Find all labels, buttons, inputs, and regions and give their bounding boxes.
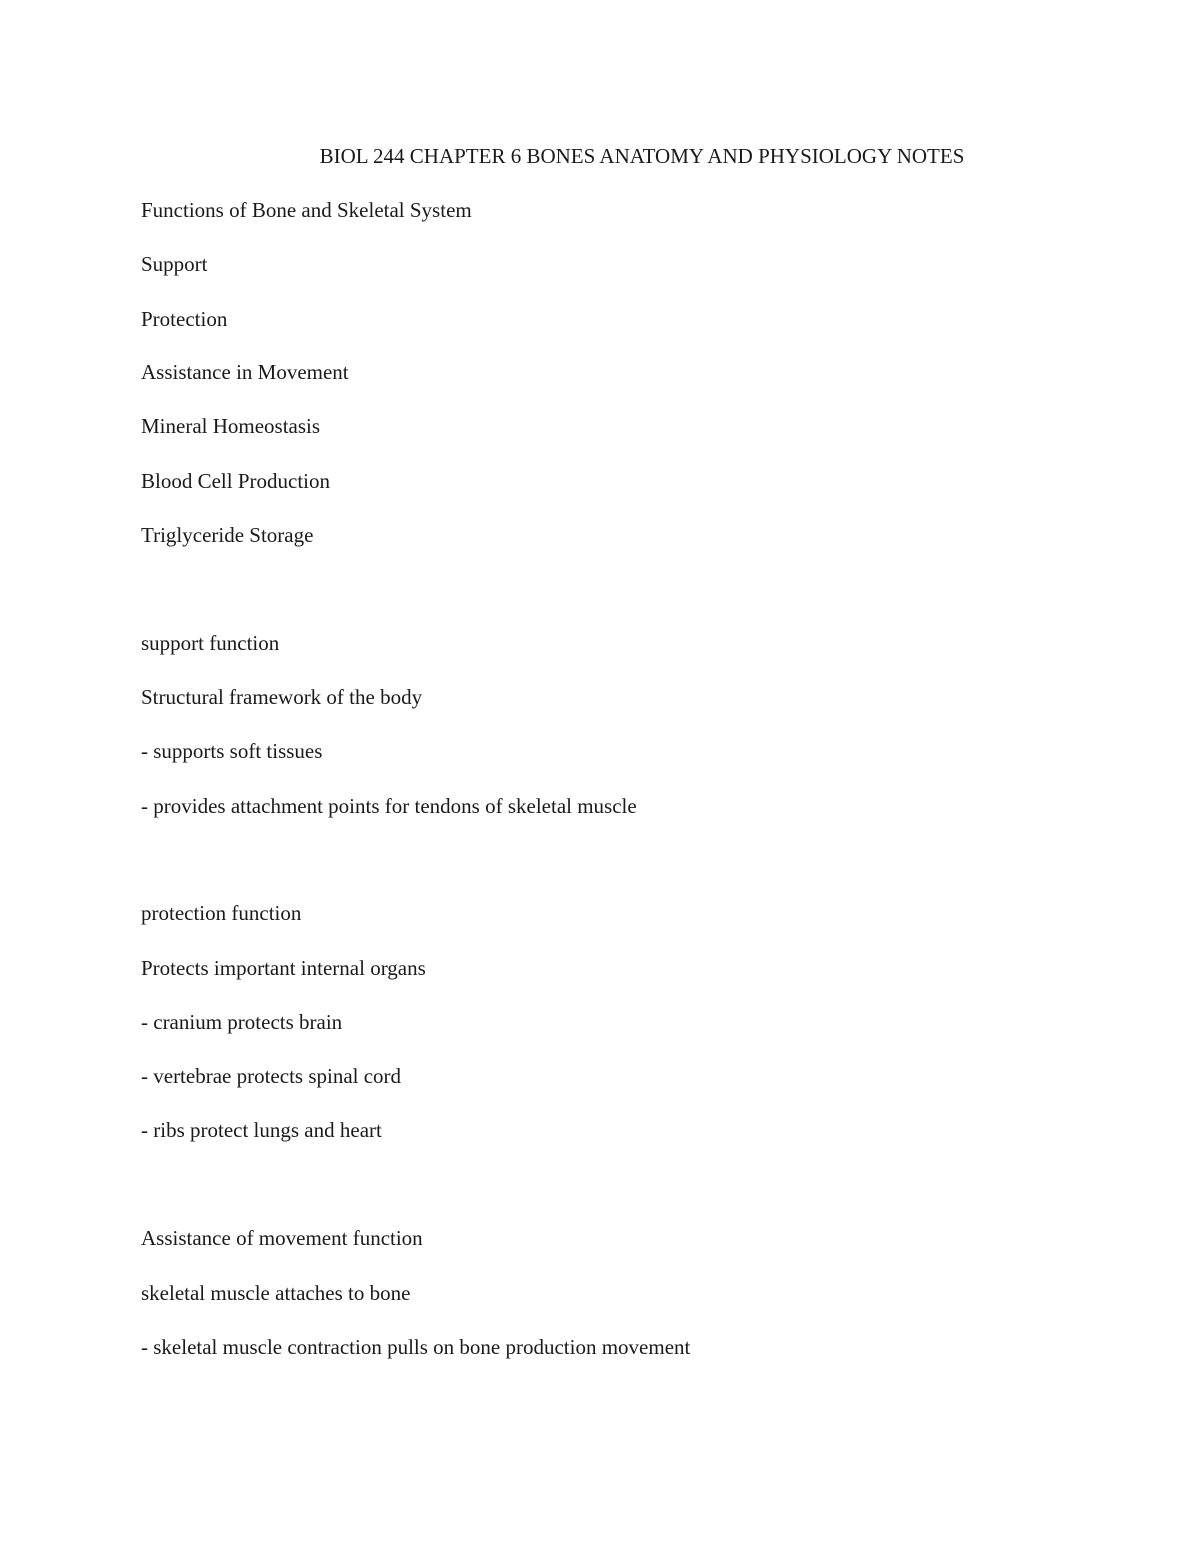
protection-point: - vertebrae protects spinal cord: [141, 1064, 402, 1088]
movement-point: - skeletal muscle contraction pulls on bone production movement: [141, 1335, 691, 1359]
functions-heading: Functions of Bone and Skeletal System: [141, 198, 472, 222]
function-item-triglyceride: Triglyceride Storage: [141, 523, 314, 547]
function-item-movement: Assistance in Movement: [141, 360, 349, 384]
function-item-mineral: Mineral Homeostasis: [141, 414, 321, 438]
function-item-blood-cell: Blood Cell Production: [141, 469, 330, 493]
protection-heading: protection function: [141, 901, 302, 925]
document-title: BIOL 244 CHAPTER 6 BONES ANATOMY AND PHYSIOLOGY NOTES: [319, 144, 965, 168]
protection-description: Protects important internal organs: [141, 956, 426, 980]
support-description: Structural framework of the body: [141, 685, 423, 709]
protection-point: - cranium protects brain: [141, 1010, 343, 1034]
protection-point: - ribs protect lungs and heart: [141, 1118, 382, 1142]
support-point: - supports soft tissues: [141, 739, 323, 763]
movement-description: skeletal muscle attaches to bone: [141, 1281, 411, 1305]
movement-heading: Assistance of movement function: [141, 1226, 423, 1250]
function-item-support: Support: [141, 252, 208, 276]
function-item-protection: Protection: [141, 307, 228, 331]
support-point: - provides attachment points for tendons of skeletal muscle: [141, 794, 637, 818]
support-heading: support function: [141, 631, 280, 655]
